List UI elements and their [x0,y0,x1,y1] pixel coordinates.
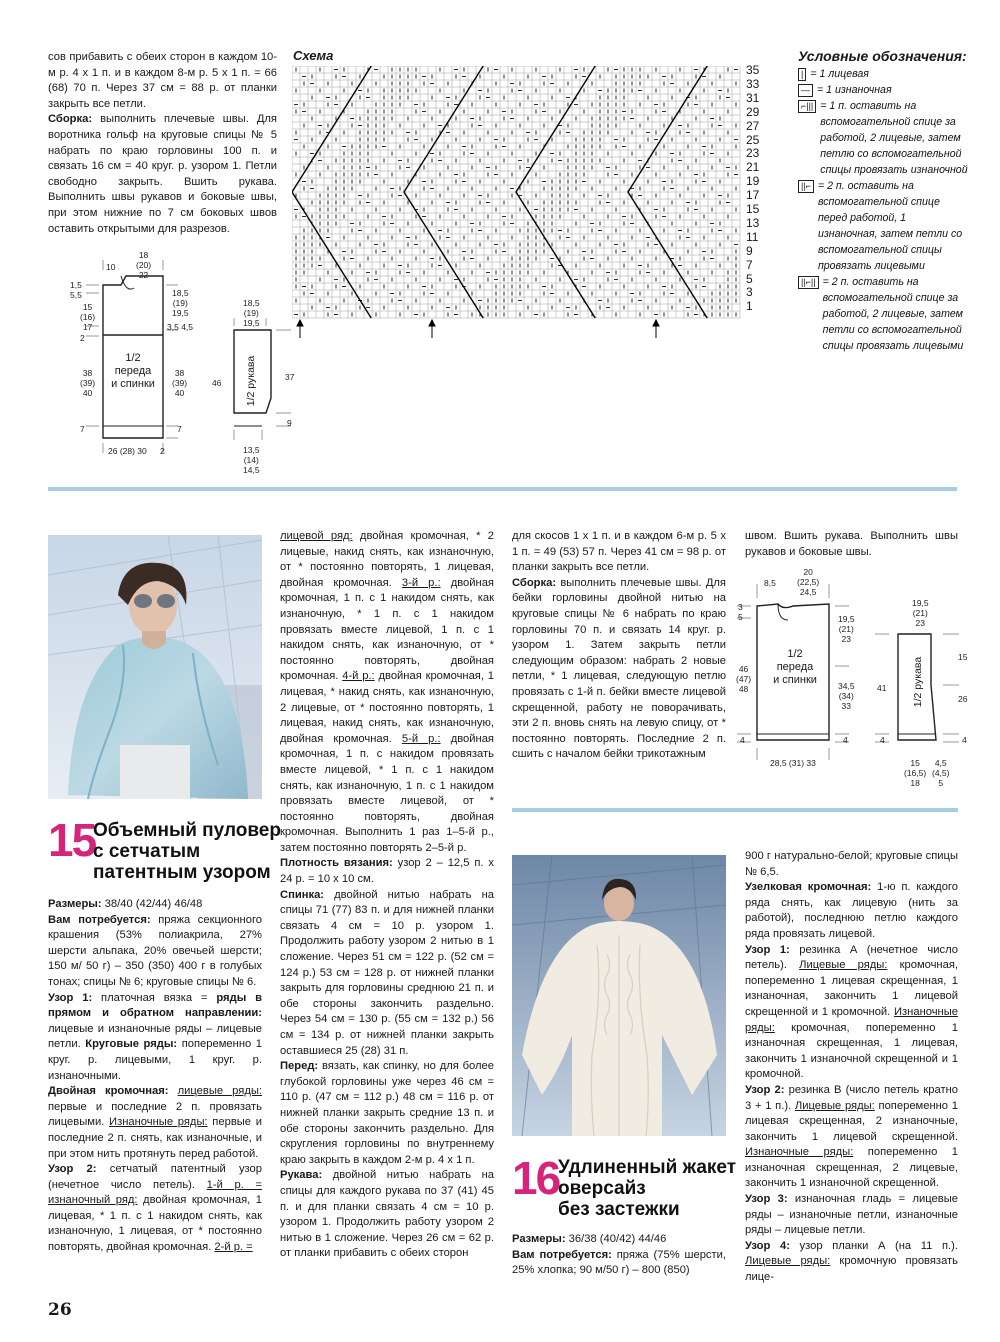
sleeve-piece-label: 1/2 рукава [245,355,257,407]
text-run: узор планки А (на 11 п.). [789,1239,958,1252]
text-column [48,897,262,1256]
legend-item [798,98,968,178]
repeat-arrows [297,320,659,338]
text-run: двойной нитью набрать на спицы 71 (77) 83 п. и для нижней планки связать 4 см = 10 р. узором 1. Продолжить работу узором 2 нитью в 1 сложение. Через 51 см = 122 р. (52 см = 124 р.) 53 см = 128 р. от нижней планки закрыть для горловины среднюю 21 п. и обе стороны закончить раздельно. Через 54 см = 130 р. (55 см = 132 р.) 56 см = 134 р. от нижней планки закрыть оставшиеся 25 (28) 31 п. [280,888,494,1057]
text-run: 900 г натурально-белой; круговые спицы № 6,5. [745,850,958,878]
text-run: Изнаночные ряды: [745,1005,958,1034]
dim-label: 26 [958,694,968,704]
row-number: 17 [746,188,760,203]
legend-text: = 2 п. оставить на вспомогательной спице за работой, 2 лицевые, затем петли со вспомогательной спицы провязать лицевыми [822,276,964,352]
legend-item [798,274,968,354]
text-paragraph [280,856,494,887]
page-number: 26 [48,1300,72,1320]
legend-symbol-icon: ||⌐ [798,180,814,193]
text-run: попеременно 1 изнаночная скрещенная, 2 лицевые, закончить 1 изнаночной скрещенной. [745,1146,958,1190]
text-column [745,529,958,560]
text-run: 1-й р. = изнаночный ряд: [48,1178,263,1207]
text-paragraph [745,529,958,560]
legend-item [798,82,968,98]
legend-text: = 1 изнаночная [817,84,892,96]
text-column [512,529,726,763]
legend-text: = 2 п. оставить на вспомогательной спице перед работой, 1 изнаночная, затем петли со вспомогательной спицы провязать лицевыми [817,180,963,272]
text-run: выполнить плечевые швы. Для воротника гольф на круговые спицы № 5 набрать по краю горловины 100 п. и связать 16 см = 40 круг. р. узором 1. Петли свободно закрыть. Вшить рукава. Выполнить швы рукавов и боковые швы, при этом нижние по 7 см боковых швов оставить открытыми для разрезов. [48,113,277,235]
text-run: Узор 2: [745,1083,785,1096]
text-run: двойная кромочная, * 2 лицевые, накид снять, как изнаночную, от * постоянно повторять, 1 лицевая, двойная кромочная. [280,530,495,589]
text-run: 3-й р.: [401,576,441,589]
text-run: Перед: [280,1060,319,1073]
text-paragraph [512,576,726,763]
legend-title: Условные обозначения: [798,48,967,64]
legend-symbol-icon: — [798,84,813,97]
dim-label: 4 [962,735,967,745]
dim-label: 18 (20) 22 [136,250,152,280]
dim-label: 10 [106,262,116,272]
text-paragraph [280,529,494,856]
text-run: сетчатый патентный узор (нечетное число петель). [48,1163,262,1191]
text-run: 36/38 (40/42) 44/46 [565,1233,667,1245]
dim-label: 4 [880,735,885,745]
text-run: Узор 2: [48,1163,97,1176]
model-title: Объемный пуловер с сетчатым патентным узором [93,820,281,883]
text-paragraph [512,529,726,576]
row-number: 11 [746,229,759,244]
text-paragraph [280,888,494,1060]
text-column [280,529,494,1262]
dim-label: 37 [285,372,295,382]
dim-label: 15 (16) 17 [80,302,96,332]
text-run: 5-й р.: [401,732,441,745]
text-paragraph [48,913,262,991]
text-run: двойная кромочная, 1 п. с 1 накидом снять, как изнаночную, * 1 п. с 1 накидом провязать вместе лицевой, 1 п. с 1 накидом снять, как изнаночную, от * постоянно повторять, двойная кромочная. [280,576,494,683]
text-run: 1-ю п. каждого ряда снять, как лицевую (нить за работой), последнюю петлю каждого ряда провязать лицевой. [745,881,958,940]
dim-label: 3,5 4,5 [167,322,194,332]
dim-label: 20 (22,5) 24,5 [797,567,820,597]
text-run: Узелковая кромочная: [745,881,872,894]
text-run: выполнить плечевые швы. Для бейки горловины двойной нитью на круговые спицы № 6 набрать по краю горловины 70 п. и связать 14 круг. р. узором 1. Затем закрыть петли следующим образом: набрать 2 новые петли, * 1 лицевая, следующую петлю провязать с 1-й п. бейки вместе лицевой скрещенной, работу не поворачивать, эти 2 п. вновь снять на левую спицу, от * постоянно повторять. Последние 2 п. сшить с началом бейки трикотажным [512,576,726,761]
text-run: платочная вязка = [92,991,217,1004]
knitting-scheme-grid [292,66,744,340]
legend-item [798,178,968,274]
dim-label: 28,5 (31) 33 [770,758,816,768]
text-run: Узор 3: [745,1193,788,1206]
model-15-photo [48,535,262,799]
dim-label: 4,5 (4,5) 5 [932,758,950,788]
text-paragraph [48,991,262,1085]
text-run: попеременно 1 лицевая скрещенная, 2 изнаночные, закончить 1 лицевой скрещенной. [745,1099,958,1143]
dim-label: 15 [958,652,968,662]
row-number: 29 [746,104,760,119]
text-column [512,1232,726,1279]
legend [798,66,968,354]
row-number: 13 [746,215,760,230]
row-number: 3 [746,285,753,300]
text-run: Лицевые ряды: [799,959,888,972]
dim-label: 38 (39) 40 [172,368,188,398]
section-divider [48,487,957,491]
text-run: двойной нитью набрать на спицы для каждого рукава по 37 (41) 45 п. и для планки связать 4 см = 10 р. узором 1. Продолжить работу узором 2 нитью в 1 сложение. Через 26 см = 62 р. от планки прибавить с обеих сторон [280,1169,494,1260]
dim-label: 26 (28) 30 [108,446,147,456]
text-run: Сборка: [512,576,557,589]
model-16-photo [512,855,726,1136]
section-divider [512,808,958,812]
text-run: Вам потребуется: [48,913,151,926]
legend-symbol-icon: ||⌐|| [798,276,819,289]
text-run: кромочная, попеременно 1 лицевая скрещенная, 1 изнаночная, закончить 1 лицевой скрещенной и 1 кромочной. [745,959,959,1018]
model-title: Удлиненный жакет оверсайз без застежки [558,1157,737,1220]
row-number: 31 [746,90,760,105]
row-number: 1 [746,299,753,314]
text-run: Рукава: [280,1169,323,1182]
text-run: швом. Вшить рукава. Выполнить швы рукавов и боковые швы. [745,530,958,558]
dim-label: 9 [287,418,292,428]
text-paragraph [745,1083,958,1192]
text-paragraph [745,1239,958,1286]
text-run: Лицевые ряды: [794,1099,875,1112]
text-run: Вам потребуется: [512,1248,612,1261]
text-paragraph [48,50,277,112]
row-number: 5 [746,271,753,286]
text-paragraph [512,1232,726,1248]
dim-label: 3 5 [738,602,743,622]
dim-label: 34,5 (34) 33 [838,681,855,711]
text-run: пряжа секционного крашения (53% полиакрила, 27% шерсти альпака, 20% овечьей шерсти; 150 м/ 50 г) – 350 (350) 400 г в голубых тонах; спицы № 6; круговые спицы № 6. [48,913,263,988]
text-run: кромочная, попеременно 1 изнаночная скрещенная, 1 лицевая, закончить 1 изнаночной скрещенной и 1 кромочной. [745,1021,958,1081]
dim-label: 15 (16,5) 18 [904,758,927,788]
legend-text: = 1 лицевая [810,68,869,80]
text-run: Размеры: [48,898,102,910]
dim-label: 18,5 (19) 19,5 [243,298,260,328]
text-paragraph [745,849,958,880]
row-number: 7 [746,257,753,272]
dim-label: 2 [160,446,165,456]
text-run: лицевые ряды: [177,1085,262,1098]
dim-label: 13,5 (14) 14,5 [243,445,260,475]
row-number: 35 [746,63,760,77]
text-run: вязать, как спинку, но для более глубокой горловины уже через 46 см = 110 р. (47 см = 112 р.) 48 см = 116 р. от нижней планки закрыть средние 13 п. и обе стороны закончить раздельно. Для скругления горловины по внутреннему краю закрыть в каждом 2-м р. 4 х 1 п. [280,1060,494,1166]
text-column [745,849,958,1286]
body-piece-label: 1/2 переда и спинки [773,648,817,686]
dim-label: 1,5 5,5 [70,280,82,300]
text-run: попеременно 1 круг. р. лицевыми, 1 круг. р. изнаночными. [48,1038,263,1082]
text-run: Узор 1: [48,991,93,1004]
legend-symbol-icon: | [798,68,806,81]
sleeve-piece-label: 1/2 рукава [912,656,924,708]
dim-label: 2 [80,333,85,343]
row-number: 25 [746,132,760,147]
text-run: узор 2 – 12,5 п. х 24 р. = 10 х 10 см. [280,857,494,886]
text-run: пряжа (75% шерсти, 25% хлопка; 90 м/50 г) – 800 (850) [512,1248,727,1277]
scheme-row-numbers [746,64,776,320]
text-run: Изнаночные ряды: [745,1146,854,1159]
body-piece-label: 1/2 переда и спинки [111,352,155,390]
text-paragraph [280,1059,494,1168]
dim-label: 46 [212,378,222,388]
text-run: для скосов 1 х 1 п. и в каждом 6-м р. 5 х 1 п. = 49 (53) 57 п. Через 41 см = 98 р. от планки закрыть все петли. [512,530,726,574]
legend-symbol-icon: ⌐||| [798,100,816,113]
model-number: 15 [48,814,96,866]
row-number: 19 [746,174,760,189]
text-run: Узор 4: [745,1239,790,1252]
text-paragraph [48,112,277,237]
model-number: 16 [512,1152,560,1204]
row-number: 27 [746,118,760,133]
text-paragraph [48,1084,262,1162]
text-run: Сборка: [48,113,93,126]
text-run: 38/40 (42/44) 46/48 [101,898,203,910]
text-paragraph [745,880,958,942]
text-run: резинка В (число петель кратно 3 + 1 п.). [745,1083,958,1112]
text-run: резинка А (нечетное число петель). [745,943,958,972]
text-paragraph [48,1162,262,1256]
text-paragraph [745,1192,958,1239]
dim-label: 41 [877,683,887,693]
row-number: 33 [746,76,760,91]
row-number: 9 [746,243,753,258]
text-run: двойная кромочная, 1 лицевая, * накид снять, как изнаночную, 2 лицевые, от * постоянно повторять, 1 лицевая, накид снять, как изнаночную, двойная кромочная. [280,670,494,745]
text-run: 4-й р.: [342,670,375,683]
pattern-schematic-1 [66,248,306,478]
text-run: Изнаночные ряды: [109,1116,208,1129]
legend-item [798,66,968,82]
dim-label: 4 [843,735,848,745]
text-run: первые и последние 2 п. снять, как изнаночные, и при этом нить протянуть перед работой. [48,1116,262,1160]
text-run: ряды в прямом и обратном направлении: [48,991,262,1020]
text-run: сов прибавить с обеих сторон в каждом 10-м р. 4 х 1 п. и в каждом 8-м р. 5 х 1 п. = 66 (68) 70 п. Через 37 см = 88 р. от планки закрыть все петли. [48,51,277,110]
text-paragraph [280,1168,494,1262]
dim-label: 4 [740,735,745,745]
text-run: Спинка: [280,888,325,901]
text-run: кромочную провязать лице- [745,1255,958,1284]
dim-label: 38 (39) 40 [80,368,96,398]
dim-label: 8,5 [764,578,776,588]
dim-label: 19,5 (21) 23 [838,614,855,644]
dim-label: 7 [177,424,182,434]
text-run: лицевые и изнаночные ряды – лицевые петли. [48,1022,262,1051]
dim-label: 7 [80,424,85,434]
text-run: 2-й р. = [214,1241,253,1254]
text-run: Плотность вязания: [280,857,393,870]
text-run: изнаночная гладь = лицевые ряды – изнаночные петли, изнаночные ряды – лицевые петли. [745,1193,958,1237]
text-paragraph [48,897,262,913]
text-run: Лицевые ряды: [745,1255,831,1268]
text-run: Круговые ряды: [85,1038,178,1051]
text-paragraph [512,1248,726,1279]
top-text-column [48,50,277,237]
dim-label: 46 (47) 48 [736,664,752,694]
text-run: Узор 1: [745,943,790,956]
text-paragraph [745,943,958,1083]
row-number: 15 [746,202,760,216]
dim-label: 19,5 (21) 23 [912,598,929,628]
legend-text: = 1 п. оставить на вспомогательной спице за работой, 2 лицевые, затем петлю со вспомогательной спицы провязать изнаночной [820,100,968,176]
text-run: двойная кромочная, 1 п. с накидом провязать вместе лицевой, * 1 п. с 1 накидом снять, как изнаночную, 1 п. с 1 накидом провязать вместе лицевой, от * постоянно повторять, двойная кромочная. Выполнить 1 раз 1–5-й р., затем постоянно повторять 2–5-й р. [280,732,494,854]
row-number: 23 [746,146,760,161]
text-run: лицевой ряд: [280,530,353,542]
scheme-title: Схема [293,48,334,63]
row-number: 21 [746,160,760,175]
text-run: двойная кромочная, 1 лицевая, * 1 п. с 1 накидом снять, как изнаночную, 1 лицевая, от * постоянно повторять, двойная кромочная. [48,1194,262,1254]
text-run: Двойная кромочная: [48,1085,169,1098]
text-run [169,1085,178,1097]
text-run: Размеры: [512,1233,566,1245]
dim-label: 18,5 (19) 19,5 [172,288,189,318]
text-run: первые и последние 2 п. провязать лицевыми. [48,1100,262,1129]
